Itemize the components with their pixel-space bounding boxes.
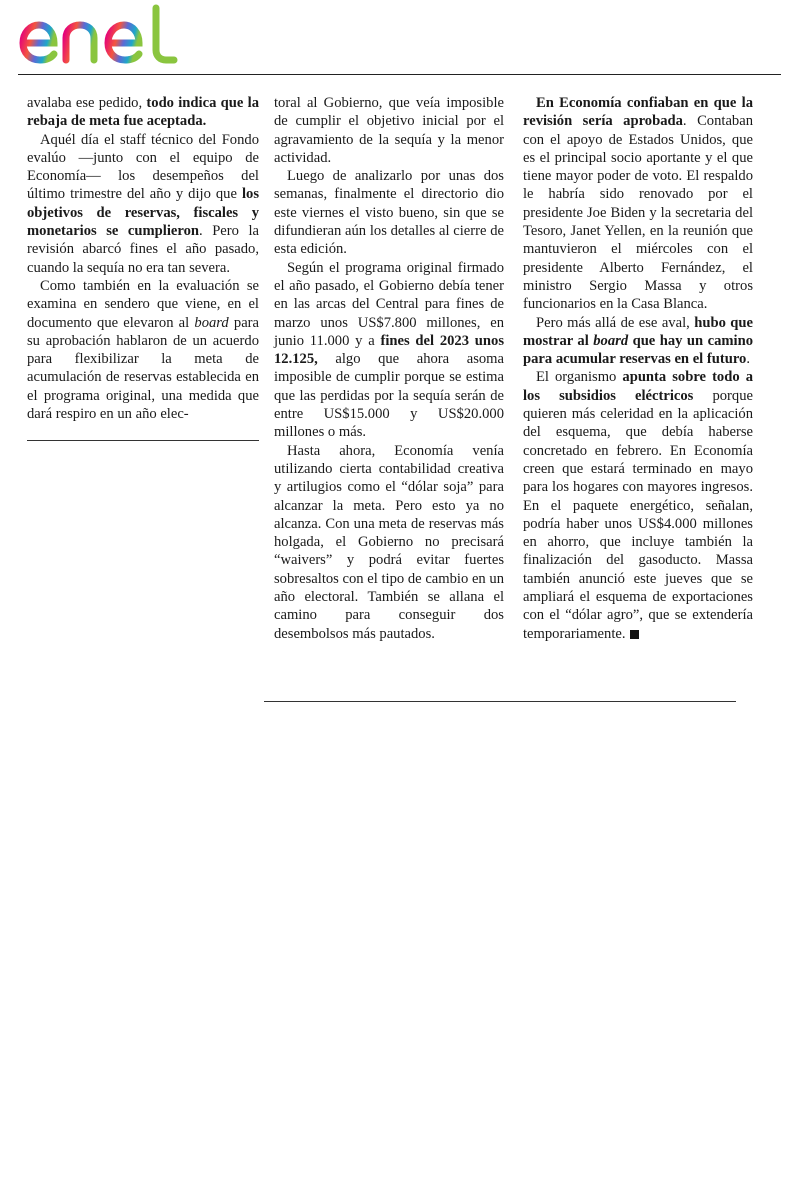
column-1-end-rule	[27, 440, 259, 441]
paragraph	[27, 94, 259, 131]
text-run: que hay un camino para acumular reservas en el futuro	[523, 332, 753, 368]
text-run: todo indica que la rebaja de meta fue aceptada.	[27, 95, 259, 130]
article-end-mark	[630, 630, 639, 639]
paragraph	[274, 259, 504, 442]
text-run: porque quieren más celeridad en la aplicación del esquema, que debía haberse concretado en febrero. En Economía creen que estará terminado en mayo para los hogares con mayores ingresos. En el paquete energético, señalan, podría haber unos US$4.000 millones en ahorro, que incluye también la finalización del gasoducto. Massa también anunció este jueves que se ampliará el esquema de exportaciones con el “dólar agro”, que se extendería temporariamente.	[523, 387, 753, 642]
text-run: algo que ahora asoma imposible de cumplir porque se estima que las perdidas por la sequía serán de entre US$15.000 y US$20.000 millones o más.	[274, 351, 504, 441]
text-run: fines del 2023 unos 12.125,	[274, 332, 504, 368]
paragraph	[27, 131, 259, 277]
paragraph	[274, 442, 504, 643]
text-run: board	[593, 332, 629, 349]
text-run: Hasta ahora, Economía venía utilizando cierta contabilidad creativa y artilugios como el “dólar soja” para alcanzar la meta. Pero esto ya no alcanza. Con una meta de reservas más holgada, el Gobierno no precisará “waivers” y podrá evitar fuertes sobresaltos con el tipo de cambio en un año electoral. También se allana el camino para conseguir dos desembolsos más pautados.	[274, 442, 504, 642]
paragraph	[274, 167, 504, 258]
text-run: .	[746, 351, 751, 368]
logo-letter-e2	[108, 25, 139, 60]
text-run: apunta sobre todo a los subsidios eléctricos	[523, 369, 753, 404]
text-run: para su aprobación hablaron de un acuerdo para flexibilizar la meta de acumulación de reservas establecida en el programa original, una medida que dará respiro en un año elec-	[27, 314, 260, 423]
logo-letter-e1	[23, 25, 54, 60]
text-run: En Economía confiaban en que la revisión sería aprobada	[523, 95, 753, 130]
paragraph	[274, 94, 504, 167]
text-run: Como también en la evaluación se examina en sendero que viene, en el documento que elevaron al	[27, 277, 259, 331]
article-bottom-rule	[264, 701, 736, 702]
paragraph	[523, 94, 753, 314]
paragraph	[523, 314, 753, 369]
logo-letter-l	[156, 8, 174, 60]
text-run: board	[194, 314, 229, 331]
text-run: avalaba ese pedido,	[27, 95, 147, 111]
paragraph	[27, 277, 259, 423]
text-run: . Contaban con el apoyo de Estados Unidos, que es el principal socio aportante y el que tiene mayor poder de voto. El respaldo le habría sido renovado por el presidente Joe Biden y la secretaria del Tesoro, Janet Yellen, en la reunión que mantuvieron el miércoles con el presidente Alberto Fernández, el ministro Sergio Massa y otros funcionarios en la Casa Blanca.	[523, 113, 753, 313]
text-run: Pero más allá de ese aval,	[536, 314, 695, 331]
text-run: . Pero la revisión abarcó fines el año pasado, cuando la sequía no era tan severa.	[27, 223, 260, 276]
paragraph	[523, 368, 753, 642]
text-run: Según el programa original firmado el año pasado, el Gobierno debía tener en las arcas del Central para fines de marzo unos US$7.800 millones, en junio 11.000 y a	[274, 259, 504, 349]
text-run: hubo que mostrar al	[523, 314, 753, 349]
logo-letter-n	[66, 25, 94, 60]
text-run: El organismo	[536, 369, 623, 386]
article-column-3	[523, 94, 753, 643]
text-run: los objetivos de reservas, fiscales y monetarios se cumplieron	[27, 186, 259, 240]
enel-logo	[14, 2, 184, 68]
text-run: toral al Gobierno, que veía imposible de cumplir el objetivo inicial por el agravamiento de la sequía y la menor actividad.	[274, 95, 504, 166]
text-run: Luego de analizarlo por unas dos semanas, finalmente el directorio dio este viernes el visto bueno, sin que se difundieran aún los detalles al cierre de esta edición.	[274, 168, 504, 258]
article-column-2	[274, 94, 504, 643]
header-rule	[18, 74, 781, 75]
text-run: Aquél día el staff técnico del Fondo evalúo —junto con el equipo de Economía— los desempeños del último trimestre del año y dijo que	[27, 131, 259, 203]
article-column-1	[27, 94, 259, 423]
